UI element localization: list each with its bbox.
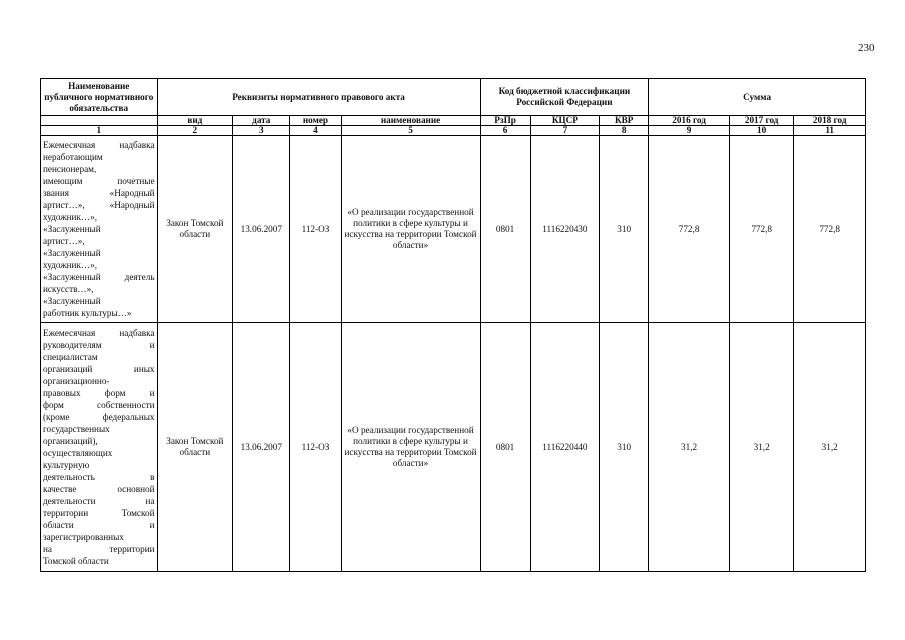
obligation-line: «Заслуженный деятель <box>43 272 155 282</box>
header-kcsr: КЦСР <box>530 116 600 126</box>
column-number: 4 <box>290 126 341 136</box>
act-type: Закон Томской области <box>157 323 233 572</box>
column-number: 8 <box>600 126 649 136</box>
column-number: 2 <box>157 126 233 136</box>
obligation-line: организаций иных <box>43 364 155 374</box>
obligation-line: Ежемесячная надбавка <box>43 140 155 150</box>
header-2017: 2017 год <box>729 116 793 126</box>
column-number: 5 <box>341 126 480 136</box>
sum-2017: 31,2 <box>729 323 793 572</box>
obligation-line: артист…», «Народный <box>43 200 155 210</box>
kvr-code: 310 <box>600 323 649 572</box>
column-number: 11 <box>794 126 866 136</box>
obligation-line: форм собственности <box>43 400 155 410</box>
kcsr-code: 1116220430 <box>530 136 600 323</box>
act-date: 13.06.2007 <box>233 323 290 572</box>
header-rzpr: РзПр <box>480 116 530 126</box>
header-type: вид <box>157 116 233 126</box>
header-2018: 2018 год <box>794 116 866 126</box>
header-name: наименование <box>341 116 480 126</box>
obligation-line: территории Томской <box>43 508 155 518</box>
obligation-line: неработающим <box>43 152 103 162</box>
act-name: «О реализации государственной политики в сфере культуры и искусства на территории Томской области» <box>341 323 480 572</box>
obligation-line: культурную <box>43 460 90 470</box>
obligation-line: руководителям и <box>43 340 155 350</box>
table-row <box>41 323 866 572</box>
table-row <box>41 136 866 323</box>
sum-2018: 772,8 <box>794 136 866 323</box>
act-number: 112-ОЗ <box>290 323 341 572</box>
header-act-requisites: Реквизиты нормативного правового акта <box>157 79 480 116</box>
obligation-line: правовых форм и <box>43 388 155 398</box>
sum-2016: 31,2 <box>649 323 730 572</box>
obligation-line: зарегистрированных <box>43 532 124 542</box>
obligation-description <box>41 136 158 323</box>
header-obligation-sub <box>41 116 158 126</box>
column-number: 6 <box>480 126 530 136</box>
act-type: Закон Томской области <box>157 136 233 323</box>
act-number: 112-ОЗ <box>290 136 341 323</box>
obligation-line: Томской области <box>43 556 109 566</box>
obligation-line: пенсионерам, <box>43 164 97 174</box>
header-2016: 2016 год <box>649 116 730 126</box>
obligation-line: «Заслуженный <box>43 224 101 234</box>
obligation-line: искусств…», <box>43 284 94 294</box>
obligation-line: артист…», <box>43 236 85 246</box>
obligation-line: «Заслуженный <box>43 296 101 306</box>
obligation-line: деятельности на <box>43 496 155 506</box>
obligation-line: (кроме федеральных <box>43 412 155 422</box>
obligation-line: организационно- <box>43 376 110 386</box>
obligation-line: области и <box>43 520 155 530</box>
act-name: «О реализации государственной политики в сфере культуры и искусства на территории Томской области» <box>341 136 480 323</box>
obligation-line: организаций), <box>43 436 98 446</box>
header-budget-classification: Код бюджетной классификации Российской Федерации <box>480 79 649 116</box>
column-number: 7 <box>530 126 600 136</box>
kcsr-code: 1116220440 <box>530 323 600 572</box>
column-number: 1 <box>41 126 158 136</box>
act-date: 13.06.2007 <box>233 136 290 323</box>
obligation-line: художник…», <box>43 260 98 270</box>
obligation-line: качестве основной <box>43 484 155 494</box>
obligation-line: Ежемесячная надбавка <box>43 328 155 338</box>
column-number: 3 <box>233 126 290 136</box>
header-number: номер <box>290 116 341 126</box>
obligation-line: деятельность в <box>43 472 155 482</box>
kvr-code: 310 <box>600 136 649 323</box>
obligation-line: имеющим почетные <box>43 176 155 186</box>
rzpr-code: 0801 <box>480 323 530 572</box>
page-number: 230 <box>858 42 875 54</box>
obligation-description <box>41 323 158 572</box>
obligation-line: осуществляющих <box>43 448 113 458</box>
obligation-line: специалистам <box>43 352 98 362</box>
obligation-line: работник культуры…» <box>43 308 132 318</box>
header-obligation: Наименование публичного нормативного обязательства <box>41 79 158 116</box>
column-number: 10 <box>729 126 793 136</box>
sum-2016: 772,8 <box>649 136 730 323</box>
column-number: 9 <box>649 126 730 136</box>
sum-2017: 772,8 <box>729 136 793 323</box>
header-date: дата <box>233 116 290 126</box>
header-sum: Сумма <box>649 79 866 116</box>
rzpr-code: 0801 <box>480 136 530 323</box>
obligation-line: «Заслуженный <box>43 248 101 258</box>
sum-2018: 31,2 <box>794 323 866 572</box>
obligation-line: звания «Народный <box>43 188 155 198</box>
obligation-line: художник…», <box>43 212 98 222</box>
obligation-line: государственных <box>43 424 110 434</box>
header-kvr: КВР <box>600 116 649 126</box>
obligation-line: на территории <box>43 544 155 554</box>
obligations-table <box>40 78 866 572</box>
